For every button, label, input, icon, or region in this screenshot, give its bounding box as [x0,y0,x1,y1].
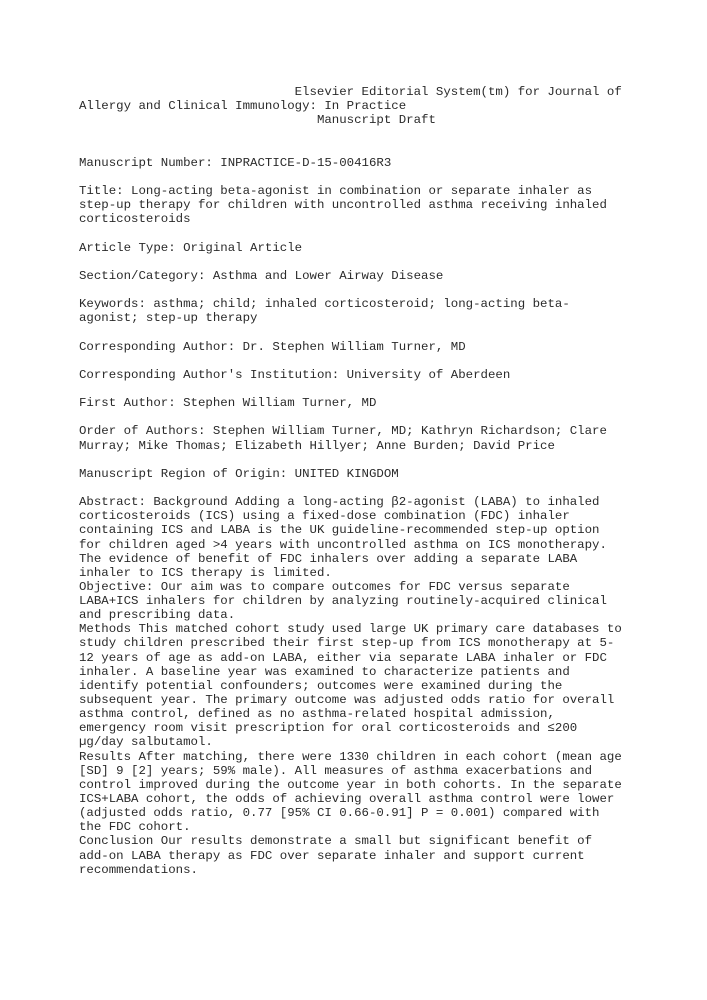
keywords-line: agonist; step-up therapy [79,311,258,326]
abstract-line: and prescribing data. [79,608,236,623]
first-author-line: First Author: Stephen William Turner, MD [79,396,377,411]
header-line-1: Elsevier Editorial System(tm) for Journal of [294,85,622,99]
abstract-line: identify potential confounders; outcomes were examined during the [79,678,563,693]
abstract-line: 12 years of age as add-on LABA, either via separate LABA inhaler or FDC [79,650,607,665]
field-manuscript-number [79,156,622,170]
submission-fields [79,156,622,877]
title-line: Title: Long-acting beta-agonist in combination or separate inhaler as [79,183,593,198]
spacer [79,127,622,141]
abstract-line: [SD] 9 [2] years; 59% male). All measures of asthma exacerbations and [79,763,593,778]
abstract-line: Methods This matched cohort study used large UK primary care databases to [79,622,622,637]
abstract-line: study children prescribed their first step-up from ICS monotherapy at 5- [79,636,615,651]
spacer [79,255,622,269]
spacer [79,382,622,396]
title-line: corticosteroids [79,212,191,227]
abstract-line: add-on LABA therapy as FDC over separate inhaler and support current [79,848,585,863]
abstract-line: subsequent year. The primary outcome was adjusted odds ratio for overall [79,693,615,708]
spacer [79,325,622,339]
field-first-author [79,396,622,410]
spacer [79,226,622,240]
header-line-2: Allergy and Clinical Immunology: In Practice [79,99,407,114]
field-corresponding-institution [79,368,622,382]
abstract-line: Conclusion Our results demonstrate a small but significant benefit of [79,834,593,849]
abstract-line: inhaler. A baseline year was examined to characterize patients and [79,664,570,679]
abstract-line: The evidence of benefit of FDC inhalers over adding a separate LABA [79,551,578,566]
abstract-line: µg/day salbutamol. [79,735,213,750]
abstract-line: Results After matching, there were 1330 children in each cohort (mean age [79,749,622,764]
spacer [79,410,622,424]
abstract-line: Abstract: Background Adding a long-acting β2-agonist (LABA) to inhaled [79,495,600,510]
region-of-origin-line: Manuscript Region of Origin: UNITED KINGDOM [79,466,399,481]
abstract-line: the FDC cohort. [79,820,191,835]
order-of-authors-line: Murray; Mike Thomas; Elizabeth Hillyer; Anne Burden; David Price [79,438,555,453]
abstract-line: asthma control, defined as no asthma-related hospital admission, [79,707,555,722]
manuscript-number-line: Manuscript Number: INPRACTICE-D-15-00416R3 [79,155,392,170]
field-section-category [79,269,622,283]
spacer [79,142,622,156]
article-type-line: Article Type: Original Article [79,240,303,255]
field-abstract [79,495,622,877]
abstract-line: corticosteroids (ICS) using a fixed-dose combination (FDC) inhaler [79,509,570,524]
field-article-type [79,241,622,255]
field-corresponding-author [79,340,622,354]
abstract-line: recommendations. [79,862,198,877]
abstract-line: control improved during the outcome year in both cohorts. In the separate [79,777,622,792]
field-order-of-authors [79,424,622,452]
abstract-line: emergency room visit prescription for oral corticosteroids and ≤200 [79,721,578,736]
abstract-line: Objective: Our aim was to compare outcomes for FDC versus separate [79,579,570,594]
abstract-line: LABA+ICS inhalers for children by analyzing routinely-acquired clinical [79,594,607,609]
abstract-line: containing ICS and LABA is the UK guideline-recommended step-up option [79,523,600,538]
abstract-line: (adjusted odds ratio, 0.77 [95% CI 0.66-0.91] P = 0.001) compared with [79,806,600,821]
corresponding-institution-line: Corresponding Author's Institution: University of Aberdeen [79,367,511,382]
field-title [79,184,622,226]
title-line: step-up therapy for children with uncontrolled asthma receiving inhaled [79,198,607,213]
abstract-line: for children aged >4 years with uncontrolled asthma on ICS monotherapy. [79,537,607,552]
spacer [79,453,622,467]
abstract-line: ICS+LABA cohort, the odds of achieving overall asthma control were lower [79,792,615,807]
field-keywords [79,297,622,325]
abstract-line: inhaler to ICS therapy is limited. [79,565,332,580]
keywords-line: Keywords: asthma; child; inhaled corticosteroid; long-acting beta- [79,297,570,312]
corresponding-author-line: Corresponding Author: Dr. Stephen William Turner, MD [79,339,466,354]
manuscript-cover-page [79,85,622,877]
order-of-authors-line: Order of Authors: Stephen William Turner, MD; Kathryn Richardson; Clare [79,424,607,439]
spacer [79,283,622,297]
spacer [79,354,622,368]
section-category-line: Section/Category: Asthma and Lower Airway Disease [79,268,444,283]
field-region-of-origin [79,467,622,481]
header-line-3: Manuscript Draft [316,113,436,128]
spacer [79,481,622,495]
spacer [79,170,622,184]
